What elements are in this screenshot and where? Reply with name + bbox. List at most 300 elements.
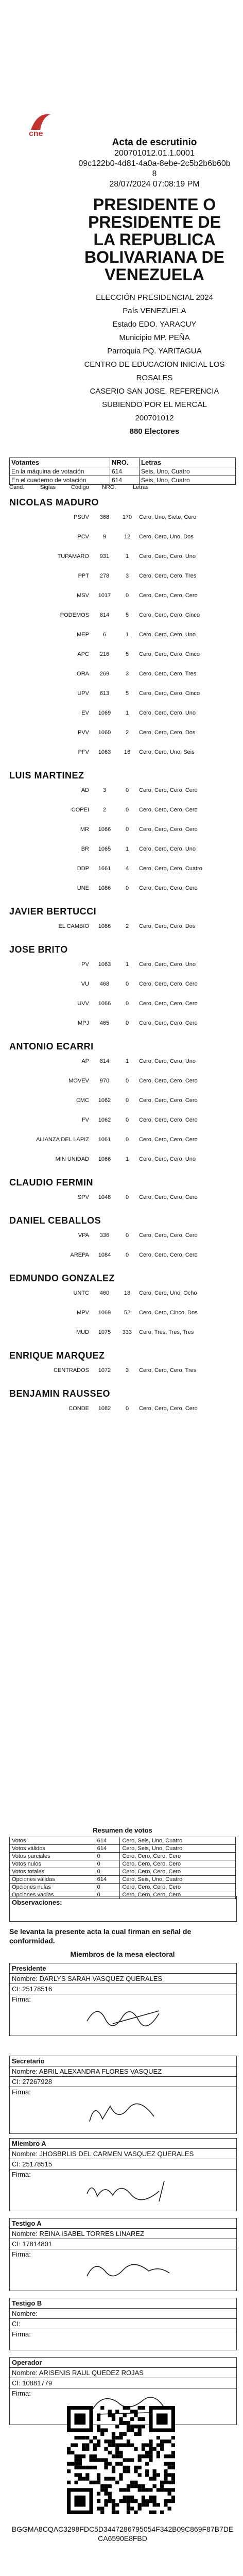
party-code: 814 xyxy=(99,1058,110,1064)
col-codigo: Código xyxy=(71,484,89,490)
party-row xyxy=(9,1115,236,1126)
voters-machine-label: En la máquina de votación xyxy=(10,467,110,476)
party-code: 1063 xyxy=(98,749,111,755)
party-acronym: ORA xyxy=(77,671,89,677)
member-block xyxy=(9,2138,237,2211)
member-signature-label: Firma: xyxy=(12,2171,31,2178)
party-votes: 5 xyxy=(125,612,129,618)
party-votes-letters: Cero, Cero, Cero, Cero xyxy=(139,1020,198,1026)
party-acronym: UPV xyxy=(77,690,89,697)
voters-machine-letters: Seis, Uno, Cuatro xyxy=(140,467,236,476)
member-ci: CI: 27267928 xyxy=(10,2077,236,2087)
candidate-name: ENRIQUE MARQUEZ xyxy=(9,1350,105,1361)
party-acronym: SPV xyxy=(77,1194,89,1200)
party-row xyxy=(9,650,236,660)
party-code: 465 xyxy=(99,1020,110,1026)
party-votes-letters: Cero, Cero, Cero, Cero xyxy=(139,1405,198,1412)
member-role: Secretario xyxy=(10,2056,236,2066)
party-acronym: AP xyxy=(81,1058,89,1064)
summary-row xyxy=(10,1845,236,1853)
party-votes-letters: Cero, Cero, Cero, Uno xyxy=(139,632,196,638)
candidate-name: EDMUNDO GONZALEZ xyxy=(9,1273,115,1283)
party-votes: 0 xyxy=(125,826,129,833)
party-votes: 2 xyxy=(125,923,129,929)
party-votes: 3 xyxy=(125,671,129,677)
party-votes: 0 xyxy=(125,1137,129,1143)
party-votes: 12 xyxy=(124,534,131,540)
handwritten-signature xyxy=(82,2098,175,2129)
party-code: 814 xyxy=(99,612,110,618)
member-signature-label: Firma: xyxy=(12,1995,31,2003)
party-votes: 0 xyxy=(125,1117,129,1123)
party-votes-letters: Cero, Cero, Cero, Uno xyxy=(139,961,196,968)
summary-letters: Cero, Cero, Cero, Cero xyxy=(120,1884,236,1891)
party-code: 1065 xyxy=(98,846,111,852)
party-acronym: PFV xyxy=(78,749,89,755)
party-code: 1082 xyxy=(98,1405,111,1412)
center-name: CENTRO DE EDUCACION INICIAL LOS ROSALES xyxy=(84,360,225,382)
office-title: PRESIDENTE O PRESIDENTE DE LA REPUBLICA BOLIVARIANA DE VENEZUELA xyxy=(84,195,224,284)
party-votes-letters: Cero, Cero, Cero, Cero xyxy=(139,981,198,987)
party-votes: 1 xyxy=(125,846,129,852)
party-votes-letters: Cero, Cero, Cero, Tres xyxy=(139,573,197,579)
summary-label: Opciones válidas xyxy=(10,1876,95,1884)
party-votes-letters: Cero, Cero, Cero, Cinco xyxy=(139,612,200,618)
party-acronym: APC xyxy=(77,651,89,657)
party-acronym: EL CAMBIO xyxy=(58,923,89,929)
center-code: 200701012 xyxy=(135,414,174,422)
voters-notebook-letters: Seis, Uno, Cuatro xyxy=(140,476,236,485)
summary-row xyxy=(10,1884,236,1891)
summary-letters: Cero, Cero, Cero, Cero xyxy=(120,1860,236,1868)
party-row xyxy=(9,1366,236,1376)
candidate-name: BENJAMIN RAUSSEO xyxy=(9,1388,111,1399)
party-code: 460 xyxy=(99,1290,110,1296)
candidate-name: NICOLAS MADURO xyxy=(9,497,99,507)
candidate-name: JAVIER BERTUCCI xyxy=(9,906,97,917)
party-votes: 0 xyxy=(125,1252,129,1258)
member-signature-label: Firma: xyxy=(12,2250,31,2258)
qr-code xyxy=(67,2406,175,2514)
party-votes: 16 xyxy=(124,749,131,755)
party-votes: 4 xyxy=(125,866,129,872)
party-votes: 1 xyxy=(125,553,129,560)
party-code: 1061 xyxy=(98,1137,111,1143)
member-signature-label: Firma: xyxy=(12,2389,31,2397)
cne-logo xyxy=(27,109,63,138)
party-code: 1066 xyxy=(98,1156,111,1162)
acta-code: 200701012.01.1.0001 xyxy=(114,149,195,158)
party-votes-letters: Cero, Cero, Cero, Cero xyxy=(139,1137,198,1143)
voters-notebook-nro: 614 xyxy=(110,476,140,485)
party-votes-letters: Cero, Cero, Cero, Cero xyxy=(139,826,198,833)
party-row xyxy=(9,1404,236,1414)
party-acronym: FV xyxy=(81,1117,89,1123)
summary-nro: 614 xyxy=(95,1876,120,1884)
party-code: 970 xyxy=(99,1078,110,1084)
party-code: 1086 xyxy=(98,885,111,891)
party-votes-letters: Cero, Cero, Cero, Cero xyxy=(139,1097,198,1104)
candidate-name: CLAUDIO FERMIN xyxy=(9,1177,93,1188)
party-code: 216 xyxy=(99,651,110,657)
party-code: 9 xyxy=(102,534,107,540)
member-block xyxy=(9,2298,237,2350)
member-ci: CI: 17814801 xyxy=(10,2239,236,2249)
acta-header xyxy=(77,135,232,190)
summary-letters: Cero, Cero, Cero, Cero xyxy=(120,1891,236,1899)
member-block xyxy=(9,1963,237,2036)
party-row xyxy=(9,630,236,640)
party-votes-letters: Cero, Cero, Cero, Tres xyxy=(139,1367,197,1374)
member-role: Operador xyxy=(10,2358,236,2368)
party-votes: 1 xyxy=(125,632,129,638)
party-row xyxy=(9,1135,236,1145)
summary-letters: Cero, Cero, Cero, Cero xyxy=(120,1868,236,1876)
party-acronym: VPA xyxy=(78,1232,89,1239)
party-votes-letters: Cero, Cero, Cero, Cinco xyxy=(139,651,200,657)
member-name: Nombre: ABRIL ALEXANDRA FLORES VASQUEZ xyxy=(10,2066,236,2077)
cne-logo-icon xyxy=(27,109,63,138)
party-row xyxy=(9,1155,236,1165)
summary-letters: Cero, Cero, Cero, Cero xyxy=(120,1853,236,1860)
party-row xyxy=(9,786,236,796)
party-row xyxy=(9,1193,236,1203)
member-signature-label: Firma: xyxy=(12,2330,31,2338)
member-name: Nombre: ARISENIS RAUL QUEDEZ ROJAS xyxy=(10,2368,236,2378)
party-acronym: BR xyxy=(81,846,89,852)
party-votes: 0 xyxy=(125,1097,129,1104)
party-row xyxy=(9,825,236,835)
party-votes-letters: Cero, Cero, Cero, Cero xyxy=(139,592,198,599)
party-code: 1063 xyxy=(98,961,111,968)
party-votes: 52 xyxy=(124,1310,131,1316)
voters-machine-nro: 614 xyxy=(110,467,140,476)
observations-label: Observaciones: xyxy=(12,1899,62,1906)
candidate-name: ANTONIO ECARRI xyxy=(9,1041,94,1052)
party-acronym: CMC xyxy=(76,1097,89,1104)
handwritten-signature xyxy=(82,2001,175,2031)
party-votes: 5 xyxy=(125,651,129,657)
party-acronym: PVV xyxy=(77,730,89,736)
party-code: 368 xyxy=(99,514,110,520)
party-votes: 0 xyxy=(125,1232,129,1239)
party-votes-letters: Cero, Cero, Cero, Uno xyxy=(139,553,196,560)
summary-label: Opciones nulas xyxy=(10,1884,95,1891)
party-votes: 5 xyxy=(125,690,129,697)
party-acronym: MUD xyxy=(76,1329,89,1335)
member-block xyxy=(9,2218,237,2291)
party-votes-letters: Cero, Cero, Cero, Cero xyxy=(139,1232,198,1239)
party-code: 1062 xyxy=(98,1117,111,1123)
party-code: 2 xyxy=(102,807,107,813)
party-code: 1661 xyxy=(98,866,111,872)
party-votes: 3 xyxy=(125,1367,129,1374)
party-code: 269 xyxy=(99,671,110,677)
municipality: Municipio MP. PEÑA xyxy=(119,333,190,342)
party-acronym: DDP xyxy=(77,866,89,872)
members-title: Miembros de la mesa electoral xyxy=(70,1950,175,1958)
party-votes-letters: Cero, Cero, Cero, Tres xyxy=(139,671,197,677)
party-acronym: CENTRADOS xyxy=(53,1367,89,1374)
party-acronym: UVV xyxy=(77,1001,89,1007)
party-votes-letters: Cero, Cero, Cero, Cuatro xyxy=(139,866,202,872)
party-votes: 0 xyxy=(125,981,129,987)
party-votes-letters: Cero, Cero, Uno, Dos xyxy=(139,534,194,540)
summary-label: Votos válidos xyxy=(10,1845,95,1853)
col-letras: Letras xyxy=(140,458,236,467)
state: Estado EDO. YARACUY xyxy=(112,320,197,329)
center-address: CASERIO SAN JOSE. REFERENCIA SUBIENDO POR EL MERCAL xyxy=(90,387,219,409)
party-votes-letters: Cero, Cero, Uno, Ocho xyxy=(139,1290,197,1296)
party-code: 1060 xyxy=(98,730,111,736)
party-row xyxy=(9,1096,236,1106)
party-votes: 1 xyxy=(125,710,129,716)
summary-table xyxy=(9,1837,236,1899)
party-acronym: ALIANZA DEL LAPIZ xyxy=(36,1137,89,1143)
party-votes-letters: Cero, Cero, Cinco, Dos xyxy=(139,1310,198,1316)
party-code: 613 xyxy=(99,690,110,697)
party-row xyxy=(9,689,236,699)
party-acronym: COPEI xyxy=(71,807,89,813)
summary-nro: 614 xyxy=(95,1845,120,1853)
party-row xyxy=(9,979,236,990)
summary-label: Votos xyxy=(10,1837,95,1845)
center-meta xyxy=(77,291,232,438)
party-code: 1062 xyxy=(98,1097,111,1104)
party-votes-letters: Cero, Tres, Tres, Tres xyxy=(139,1329,194,1335)
col-cand: Cand. xyxy=(9,484,25,490)
party-row xyxy=(9,1231,236,1241)
party-code: 1017 xyxy=(98,592,111,599)
party-acronym: PV xyxy=(81,961,89,968)
summary-letters: Cero, Seis, Uno, Cuatro xyxy=(120,1876,236,1884)
member-role: Testigo B xyxy=(10,2298,236,2309)
party-votes: 0 xyxy=(125,1194,129,1200)
party-code: 336 xyxy=(99,1232,110,1239)
party-votes: 0 xyxy=(125,1020,129,1026)
party-row xyxy=(9,728,236,738)
party-acronym: MPV xyxy=(77,1310,89,1316)
summary-row xyxy=(10,1868,236,1876)
footer-hash: BGGMA8CQAC3298FDC5D3447286795054F342B09C869F87B7DECA6590E8FBD xyxy=(11,2525,234,2543)
summary-row xyxy=(10,1837,236,1845)
summary-row xyxy=(10,1853,236,1860)
summary-nro: 0 xyxy=(95,1891,120,1899)
party-row xyxy=(9,1019,236,1029)
party-acronym: MEP xyxy=(77,632,89,638)
party-acronym: MOVEV xyxy=(68,1078,89,1084)
summary-nro: 0 xyxy=(95,1884,120,1891)
observations-box xyxy=(9,1896,237,1922)
party-votes-letters: Cero, Cero, Cero, Cero xyxy=(139,885,198,891)
party-code: 1069 xyxy=(98,1310,111,1316)
party-votes: 0 xyxy=(125,1078,129,1084)
summary-nro: 614 xyxy=(95,1837,120,1845)
party-code: 1066 xyxy=(98,1001,111,1007)
col-letras-cand: Letras xyxy=(133,484,149,490)
member-name: Nombre: REINA ISABEL TORRES LINAREZ xyxy=(10,2229,236,2239)
summary-row xyxy=(10,1876,236,1884)
summary-row xyxy=(10,1860,236,1868)
party-votes: 0 xyxy=(125,1405,129,1412)
party-acronym: MR xyxy=(80,826,89,833)
summary-letters: Cero, Seis, Uno, Cuatro xyxy=(120,1845,236,1853)
party-acronym: MPJ xyxy=(78,1020,89,1026)
col-votantes: Votantes xyxy=(10,458,110,467)
member-role: Presidente xyxy=(10,1963,236,1974)
party-acronym: MSV xyxy=(77,592,89,599)
party-acronym: CONDE xyxy=(68,1405,89,1412)
party-votes: 0 xyxy=(125,592,129,599)
party-acronym: PODEMOS xyxy=(60,612,89,618)
party-votes: 0 xyxy=(125,807,129,813)
party-code: 1066 xyxy=(98,826,111,833)
summary-label: Votos parciales xyxy=(10,1853,95,1860)
party-votes-letters: Cero, Cero, Cero, Dos xyxy=(139,730,196,736)
party-votes-letters: Cero, Cero, Cero, Cero xyxy=(139,1252,198,1258)
party-votes-letters: Cero, Cero, Cero, Cero xyxy=(139,1194,198,1200)
party-votes: 1 xyxy=(125,1058,129,1064)
party-row xyxy=(9,591,236,601)
member-ci: CI: 25178516 xyxy=(10,1984,236,1994)
qr-code-icon xyxy=(67,2406,175,2514)
party-row xyxy=(9,708,236,719)
party-votes: 333 xyxy=(122,1329,132,1335)
party-row xyxy=(9,748,236,758)
col-siglas: Siglas xyxy=(40,484,56,490)
party-votes-letters: Cero, Cero, Cero, Cinco xyxy=(139,690,200,697)
party-acronym: PSUV xyxy=(74,514,89,520)
member-name: Nombre: xyxy=(10,2309,236,2319)
party-votes: 0 xyxy=(125,1001,129,1007)
party-code: 468 xyxy=(99,981,110,987)
party-acronym: AD xyxy=(81,787,89,793)
election-name: ELECCIÓN PRESIDENCIAL 2024 xyxy=(96,293,213,302)
party-row xyxy=(9,552,236,562)
candidate-name: LUIS MARTINEZ xyxy=(9,770,84,781)
parish: Parroquia PQ. YARITAGUA xyxy=(107,347,202,355)
candidate-name: JOSE BRITO xyxy=(9,944,68,955)
col-nro-cand: NRO. xyxy=(102,484,116,490)
party-acronym: UNTC xyxy=(73,1290,89,1296)
party-row xyxy=(9,922,236,932)
summary-title: Resumen de votos xyxy=(93,1826,152,1834)
member-signature-label: Firma: xyxy=(12,2088,31,2096)
party-code: 1086 xyxy=(98,923,111,929)
party-code: 1048 xyxy=(98,1194,111,1200)
acta-title: Acta de escrutinio xyxy=(112,137,197,148)
closing-text: Se levanta la presente acta la cual firman en señal de conformidad. xyxy=(9,1927,192,1945)
party-code: 278 xyxy=(99,573,110,579)
party-votes-letters: Cero, Cero, Cero, Cero xyxy=(139,807,198,813)
summary-nro: 0 xyxy=(95,1860,120,1868)
party-votes-letters: Cero, Cero, Cero, Dos xyxy=(139,923,196,929)
member-name: Nombre: JHOSBRLIS DEL CARMEN VASQUEZ QUERALES xyxy=(10,2149,236,2159)
member-name: Nombre: DARLYS SARAH VASQUEZ QUERALES xyxy=(10,1974,236,1984)
party-votes: 170 xyxy=(122,514,132,520)
party-votes: 2 xyxy=(125,730,129,736)
party-row xyxy=(9,805,236,816)
summary-label: Opciones vacías xyxy=(10,1891,95,1899)
party-row xyxy=(9,611,236,621)
member-block xyxy=(9,2056,237,2134)
party-votes-letters: Cero, Cero, Cero, Cero xyxy=(139,1001,198,1007)
candidate-name: DANIEL CEBALLOS xyxy=(9,1215,101,1226)
party-votes-letters: Cero, Cero, Cero, Cero xyxy=(139,787,198,793)
party-row xyxy=(9,1328,236,1338)
member-ci: CI: 25178515 xyxy=(10,2159,236,2170)
party-row xyxy=(9,960,236,970)
candidate-column-headers xyxy=(9,484,236,490)
party-acronym: EV xyxy=(81,710,89,716)
svg-text:cne: cne xyxy=(29,129,43,138)
party-votes-letters: Cero, Cero, Cero, Cero xyxy=(139,1117,198,1123)
member-role: Testigo A xyxy=(10,2218,236,2229)
summary-label: Votos nulos xyxy=(10,1860,95,1868)
party-votes: 0 xyxy=(125,885,129,891)
party-votes-letters: Cero, Cero, Cero, Uno xyxy=(139,846,196,852)
party-row xyxy=(9,571,236,582)
party-row xyxy=(9,532,236,543)
member-ci: CI: 10881779 xyxy=(10,2378,236,2388)
col-nro: NRO. xyxy=(110,458,140,467)
handwritten-signature xyxy=(82,2256,175,2286)
party-acronym: PCV xyxy=(77,534,89,540)
summary-label: Votos totales xyxy=(10,1868,95,1876)
acta-date: 28/07/2024 07:08:19 PM xyxy=(109,180,200,189)
party-row xyxy=(9,864,236,874)
party-row xyxy=(9,513,236,523)
handwritten-signature xyxy=(82,2176,175,2207)
party-row xyxy=(9,844,236,855)
party-row xyxy=(9,1057,236,1067)
member-role: Miembro A xyxy=(10,2139,236,2149)
country: País VENEZUELA xyxy=(123,307,186,315)
party-row xyxy=(9,1308,236,1318)
party-votes: 0 xyxy=(125,787,129,793)
summary-nro: 0 xyxy=(95,1853,120,1860)
party-row xyxy=(9,669,236,680)
party-votes-letters: Cero, Cero, Uno, Seis xyxy=(139,749,195,755)
electors: 880 Electores xyxy=(129,427,180,436)
acta-hash: 09c122b0-4d81-4a0a-8ebe-2c5b2b6b60b8 xyxy=(78,159,231,178)
party-votes: 1 xyxy=(125,1156,129,1162)
member-ci: CI: xyxy=(10,2319,236,2329)
summary-nro: 0 xyxy=(95,1868,120,1876)
voters-notebook-label: En el cuaderno de votación xyxy=(10,476,110,485)
party-votes: 18 xyxy=(124,1290,131,1296)
party-votes-letters: Cero, Cero, Cero, Uno xyxy=(139,1156,196,1162)
party-code: 1072 xyxy=(98,1367,111,1374)
party-acronym: UNE xyxy=(77,885,89,891)
party-row xyxy=(9,1076,236,1087)
party-acronym: AREPA xyxy=(70,1252,89,1258)
party-votes: 1 xyxy=(125,961,129,968)
party-acronym: PPT xyxy=(78,573,89,579)
party-votes: 3 xyxy=(125,573,129,579)
summary-letters: Cero, Seis, Uno, Cuatro xyxy=(120,1837,236,1845)
party-acronym: TUPAMARO xyxy=(57,553,89,560)
voters-table xyxy=(9,457,236,485)
party-votes-letters: Cero, Cero, Cero, Cero xyxy=(139,1078,198,1084)
party-code: 6 xyxy=(102,632,107,638)
party-code: 3 xyxy=(102,787,107,793)
party-acronym: VU xyxy=(81,981,89,987)
party-code: 1084 xyxy=(98,1252,111,1258)
party-row xyxy=(9,884,236,894)
party-row xyxy=(9,999,236,1009)
party-votes-letters: Cero, Uno, Siete, Cero xyxy=(139,514,197,520)
